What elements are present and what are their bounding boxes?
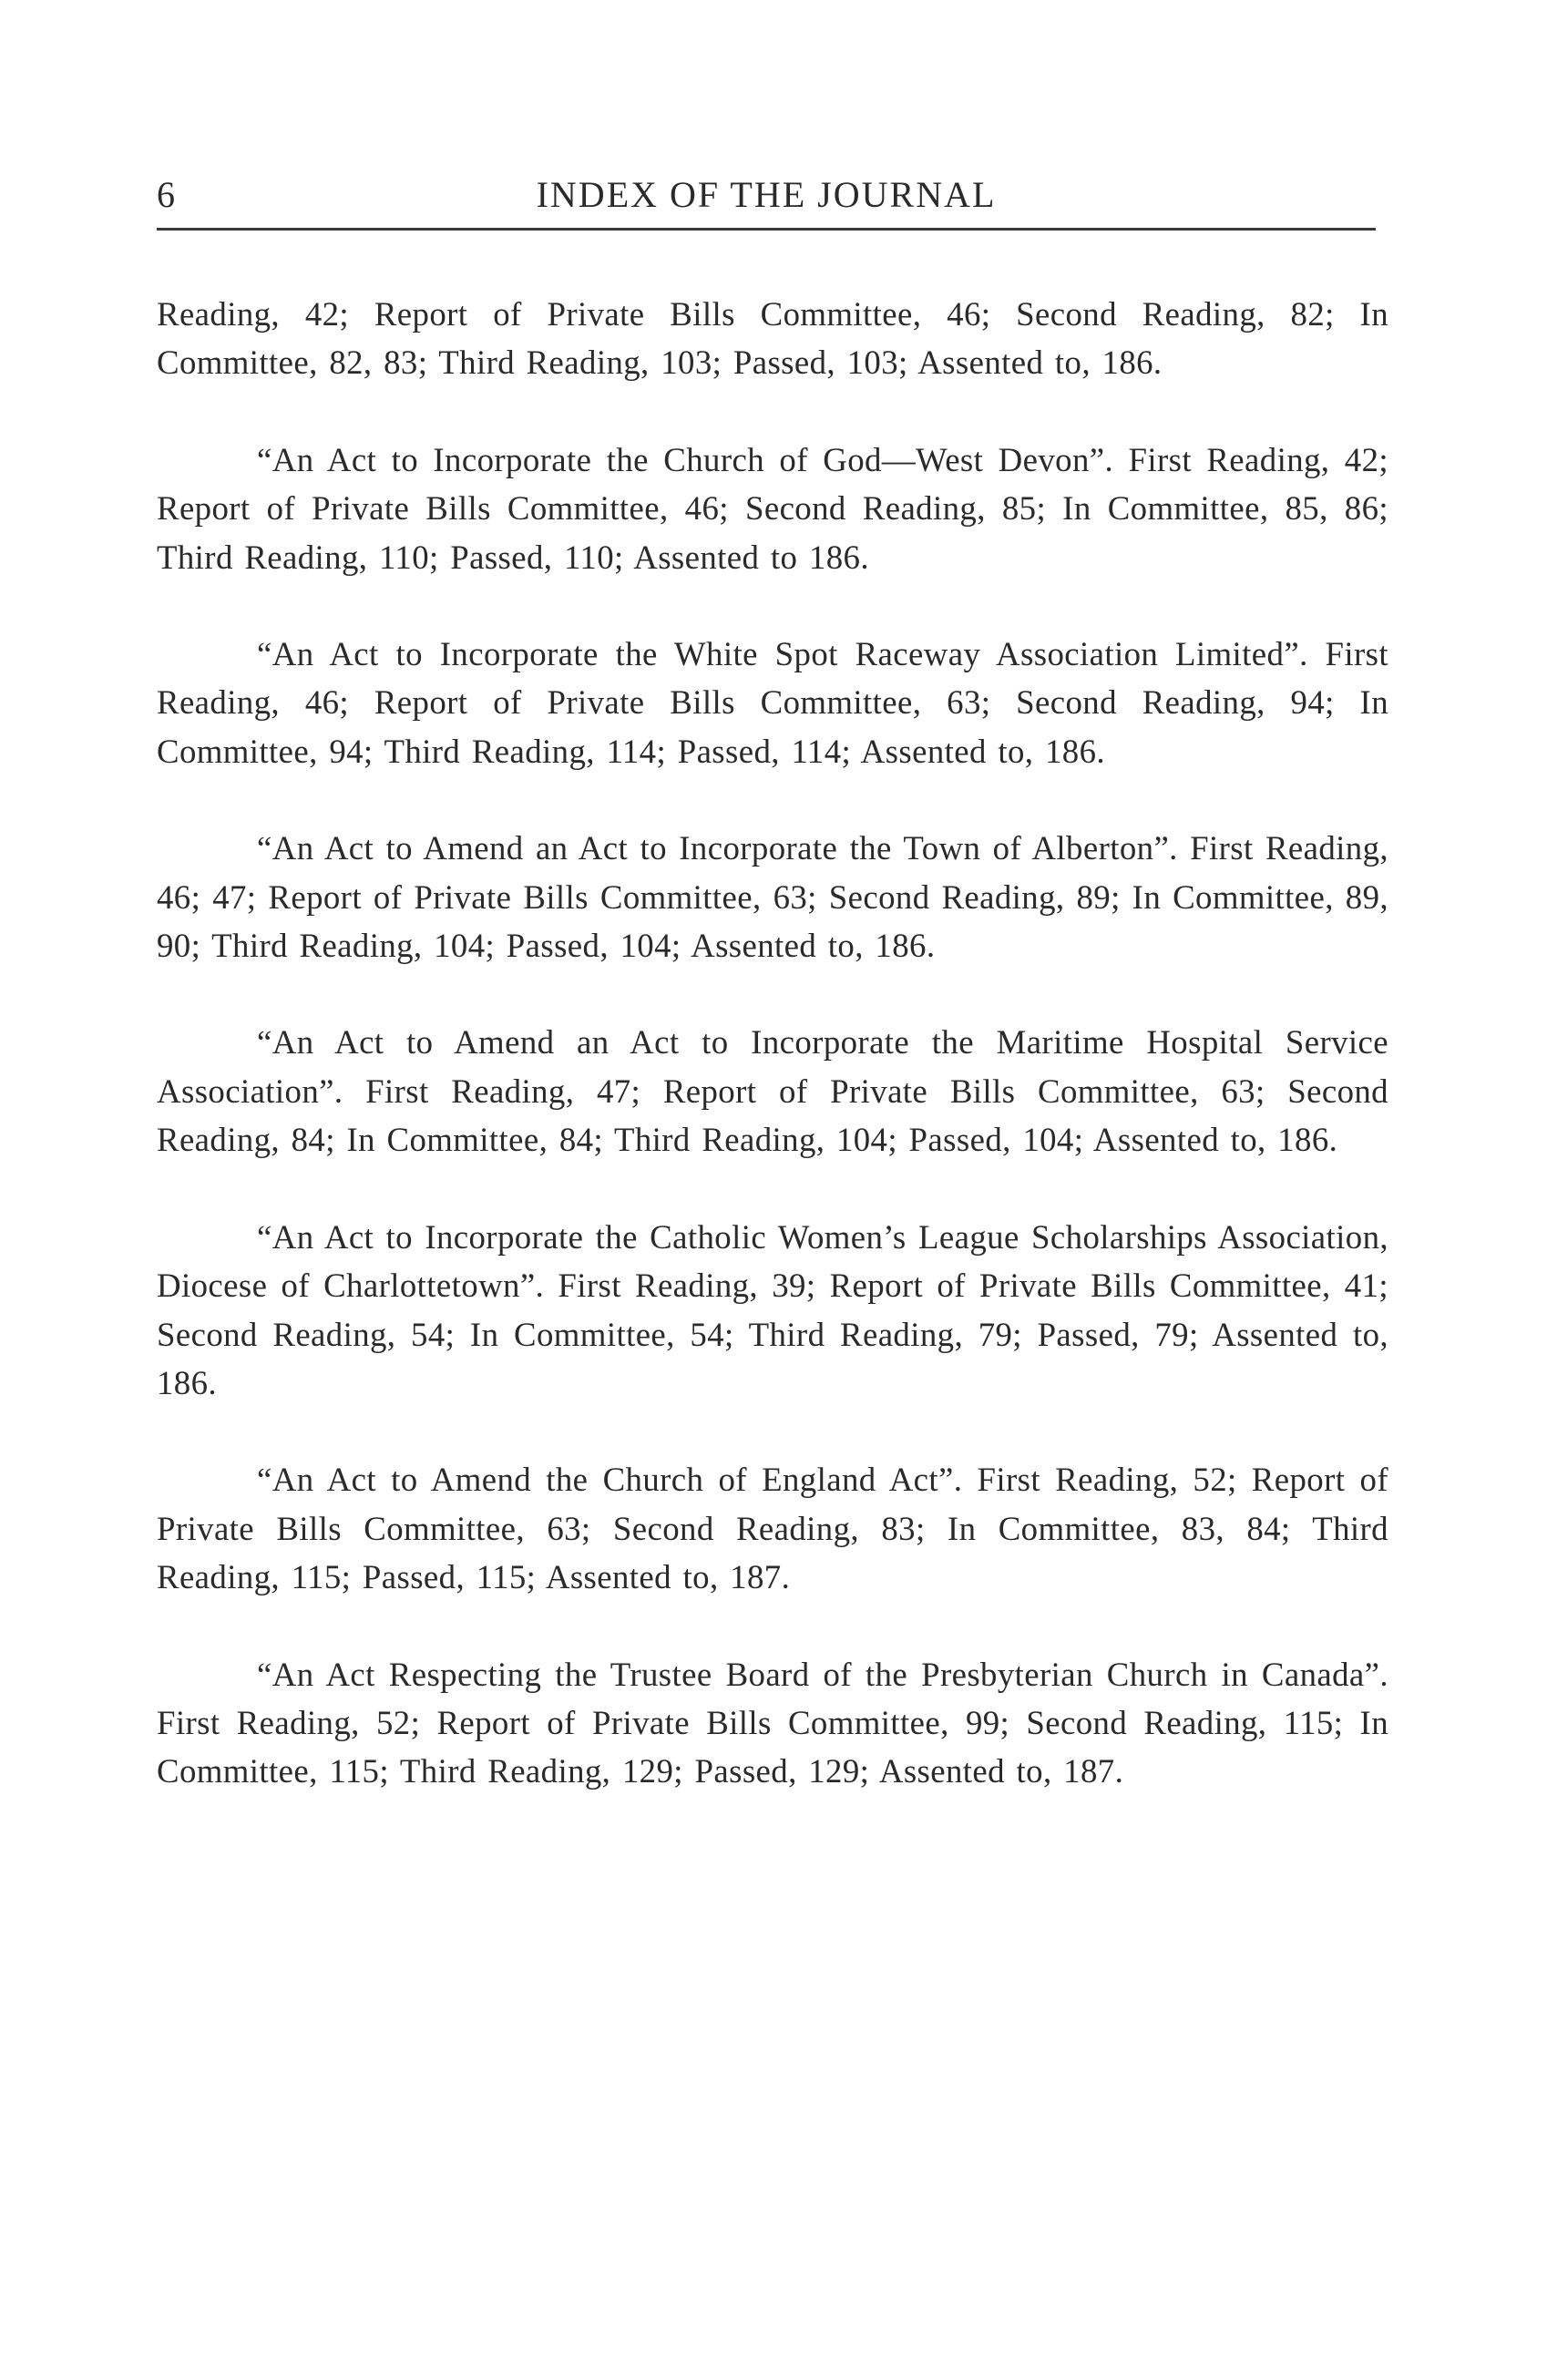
index-entry-continued: Reading, 42; Report of Private Bills Committee, 46; Second Reading, 82; In Committee, 82, 83; Third Reading, 103; Passed, 103; Assented to, 186. <box>157 295 1388 382</box>
page-number: 6 <box>157 174 176 215</box>
index-entries <box>157 290 1388 1844</box>
index-entry: “An Act to Incorporate the White Spot Raceway Association Limited”. First Reading, 46; Report of Private Bills Committee, 63; Second Reading, 94; In Committee, 94; Third Reading, 114; Passed, 114; Assented to, 186. <box>157 635 1388 770</box>
index-entry: “An Act to Incorporate the Catholic Women’s League Scholarships Association, Diocese of Charlottetown”. First Reading, 39; Report of Private Bills Committee, 41; Second Reading, 54; In Committee, 54; Third Reading, 79; Passed, 79; Assented to, 186. <box>157 1217 1388 1401</box>
index-entry: “An Act to Amend the Church of England Act”. First Reading, 52; Report of Private Bills Committee, 63; Second Reading, 83; In Committee, 83, 84; Third Reading, 115; Passed, 115; Assented to, 187. <box>157 1461 1388 1596</box>
index-entry: “An Act Respecting the Trustee Board of the Presbyterian Church in Canada”. First Reading, 52; Report of Private Bills Committee, 99; Second Reading, 115; In Committee, 115; Third Reading, 129; Passed, 129; Assented to, 187. <box>157 1655 1388 1790</box>
page-header <box>157 173 1376 228</box>
index-entry: “An Act to Amend an Act to Incorporate the Maritime Hospital Service Association”. First Reading, 47; Report of Private Bills Committee, 63; Second Reading, 84; In Committee, 84; Third Reading, 104; Passed, 104; Assented to, 186. <box>157 1023 1388 1159</box>
index-entry: “An Act to Amend an Act to Incorporate the Town of Alberton”. First Reading, 46; 47; Report of Private Bills Committee, 63; Second Reading, 89; In Committee, 89, 90; Third Reading, 104; Passed, 104; Assented to, 186. <box>157 829 1388 965</box>
running-title: INDEX OF THE JOURNAL <box>536 174 997 215</box>
header-rule <box>157 228 1376 231</box>
index-entry: “An Act to Incorporate the Church of God—West Devon”. First Reading, 42; Report of Private Bills Committee, 46; Second Reading, 85; In Committee, 85, 86; Third Reading, 110; Passed, 110; Assented to 186. <box>157 440 1388 576</box>
